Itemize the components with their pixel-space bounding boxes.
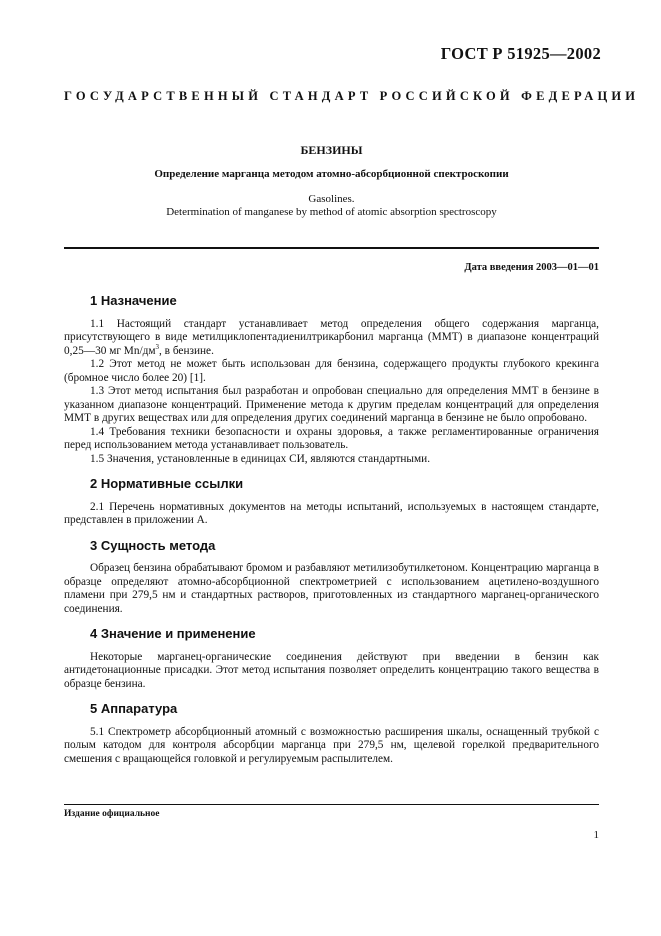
paragraph: 1.3 Этот метод испытания был разработан и опробован специально для определения ММТ в бензине в указанном диапазоне концентраций. Применение метода к другим пределам концентраций для определения ММТ в других веществах или для определения других соединений марганца в бензине не было опробовано. bbox=[64, 385, 599, 424]
standard-number: ГОСТ Р 51925—2002 bbox=[440, 44, 601, 63]
document-subtitle: Определение марганца методом атомно-абсорбционной спектроскопии bbox=[154, 168, 509, 180]
section-heading: 5 Аппаратура bbox=[90, 701, 178, 716]
section-heading: 4 Значение и применение bbox=[90, 626, 256, 641]
section-normative-references bbox=[64, 477, 599, 528]
section-heading: 1 Назначение bbox=[90, 293, 177, 308]
document-body bbox=[64, 294, 599, 777]
paragraph: Некоторые марганец-органические соединения действуют при введении в бензин как антидетонационные присадки. Этот метод испытания позволяет определить концентрацию такого вещества в образце бензина. bbox=[64, 650, 599, 690]
paragraph: 2.1 Перечень нормативных документов на методы испытаний, используемых в настоящем стандарте, представлен в приложении А. bbox=[64, 500, 599, 526]
section-method-essence bbox=[64, 539, 599, 617]
footer-divider bbox=[64, 804, 599, 805]
paragraph: Образец бензина обрабатывают бромом и разбавляют метилизобутилкетоном. Концентрацию марганца в образце определяют атомно-абсорбционной спектрометрией с использованием ацетилено-воздушного пламени при 279,5 нм и стандартных растворов, приготовленных из стандартного марганец-органического соединения. bbox=[64, 562, 599, 615]
paragraph: 1.1 Настоящий стандарт устанавливает метод определения общего содержания марганца, присутствующего в виде метилциклопентадиенилтрикарбонил марганца (ММТ) в диапазоне концентраций 0,25—30 мг $Mn/дм^3$, в бензине. bbox=[64, 317, 599, 357]
paragraph: 1.5 Значения, установленные в единицах СИ, являются стандартными. bbox=[90, 452, 431, 465]
edition-label: Издание официальное bbox=[64, 809, 160, 819]
section-apparatus bbox=[64, 702, 599, 766]
paragraph: 1.2 Этот метод не может быть использован для бензина, содержащего продукты глубокого крекинга (бромное число более 20) [1]. bbox=[64, 358, 599, 384]
title-divider bbox=[64, 247, 599, 249]
superscript: 3 bbox=[155, 342, 160, 351]
document-title: БЕНЗИНЫ bbox=[300, 143, 363, 157]
paragraph: 5.1 Спектрометр абсорбционный атомный с возможностью расширения шкалы, оснащенный трубкой с полым катодом для контроля абсорбции марганца при 279,5 нм, щелевой горелкой предварительного смешения с вращающейся головкой и регулируемым распылителем. bbox=[64, 725, 599, 765]
introduction-date: Дата введения 2003—01—01 bbox=[464, 262, 599, 273]
state-standard-title: ГОСУДАРСТВЕННЫЙ СТАНДАРТ РОССИЙСКОЙ ФЕДЕРАЦИИ bbox=[64, 89, 640, 103]
section-heading: 2 Нормативные ссылки bbox=[90, 476, 244, 491]
english-title-line2: Determination of manganese by method of atomic absorption spectroscopy bbox=[166, 206, 497, 218]
paragraph: 1.4 Требования техники безопасности и охраны здоровья, а также регламентированные ограничения перед использованием метода устанавливает пользователь. bbox=[64, 425, 599, 451]
page-number: 1 bbox=[593, 829, 599, 841]
english-title bbox=[64, 193, 599, 219]
section-significance bbox=[64, 627, 599, 691]
english-title-line1: Gasolines. bbox=[308, 193, 355, 205]
section-scope bbox=[64, 294, 599, 466]
section-heading: 3 Сущность метода bbox=[90, 537, 216, 553]
